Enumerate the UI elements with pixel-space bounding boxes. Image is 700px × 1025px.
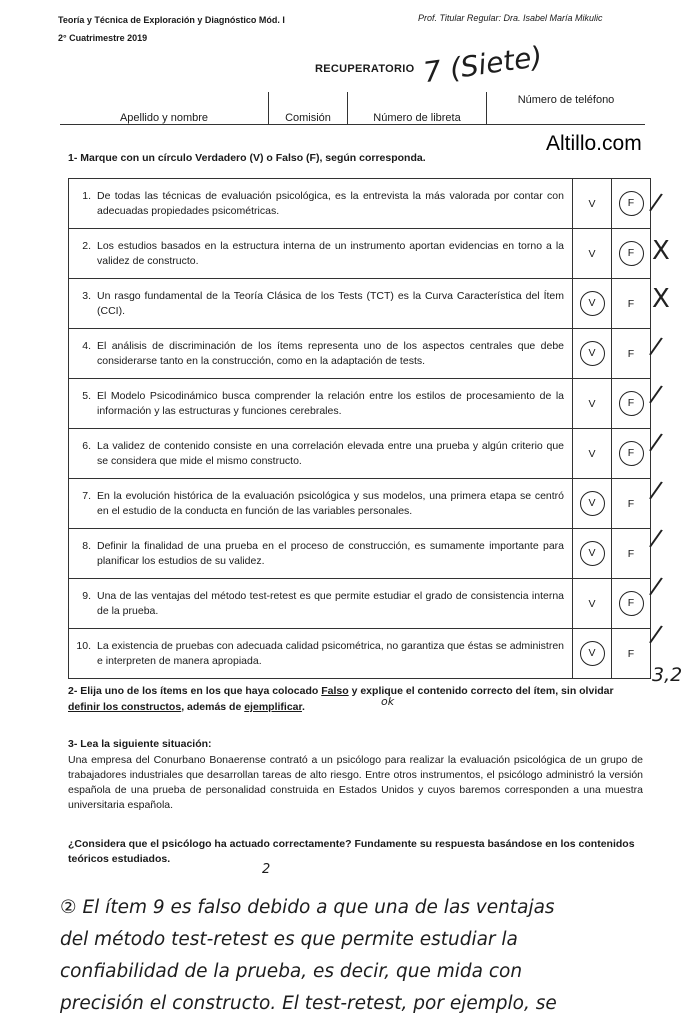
statement-number: 6. — [82, 439, 91, 452]
statement-number: 8. — [82, 539, 91, 552]
circled-false-answer: F — [619, 241, 644, 266]
q2-text-1: 2- Elija uno de los ítems en los que haya colocado — [68, 685, 322, 697]
course-title: Teoría y Técnica de Exploración y Diagnóstico Mód. I — [58, 15, 285, 25]
statement-row — [69, 279, 651, 329]
false-option-cell[interactable] — [612, 179, 651, 229]
incorrect-mark: X — [652, 236, 670, 266]
false-option-cell[interactable] — [612, 479, 651, 529]
statement-cell — [69, 629, 573, 679]
true-option-label: V — [588, 447, 596, 460]
phone-header: Número de teléfono — [487, 92, 646, 125]
true-option-cell[interactable] — [573, 329, 612, 379]
false-option-label: F — [627, 547, 635, 560]
statement-text: La validez de contenido consiste en una correlación elevada entre una prueba y algún criterio que se considera que mide el mismo constructo. — [97, 439, 564, 467]
statement-text: Una de las ventajas del método test-retest es que permite estudiar el grado de consistencia interna de la prueba. — [97, 589, 564, 617]
true-option-cell[interactable] — [573, 279, 612, 329]
exam-title: RECUPERATORIO — [315, 63, 415, 75]
question2-prompt — [68, 683, 648, 715]
false-option-cell[interactable] — [612, 529, 651, 579]
circled-false-answer: F — [619, 391, 644, 416]
correct-mark: / — [647, 331, 665, 361]
statement-text: El análisis de discriminación de los ítems representa uno de los aspectos centrales que debe considerarse tanto en la construcción, como en la adaptación de tests. — [97, 339, 564, 367]
q2-ejemplificar: ejemplificar — [244, 701, 302, 713]
correct-mark: / — [647, 379, 665, 409]
true-option-label: V — [588, 247, 596, 260]
question1-prompt: 1- Marque con un círculo Verdadero (V) o Falso (F), según corresponda. — [68, 152, 426, 164]
circled-false-answer: F — [619, 441, 644, 466]
true-option-cell[interactable] — [573, 379, 612, 429]
true-option-label: V — [588, 597, 596, 610]
statement-number: 1. — [82, 189, 91, 202]
false-option-cell[interactable] — [612, 229, 651, 279]
statement-number: 2. — [82, 239, 91, 252]
statement-cell — [69, 279, 573, 329]
q2-text-2: y explique el contenido correcto del ítem, sin olvidar — [348, 685, 614, 697]
false-option-cell[interactable] — [612, 629, 651, 679]
statement-cell — [69, 479, 573, 529]
false-option-label: F — [627, 347, 635, 360]
statement-row — [69, 229, 651, 279]
circled-true-answer: V — [580, 291, 605, 316]
circled-true-answer: V — [580, 541, 605, 566]
answer-line-3: confiabilidad de la prueba, es decir, que mida con — [60, 961, 523, 982]
true-option-cell[interactable] — [573, 179, 612, 229]
statement-row — [69, 579, 651, 629]
answer-line-4: precisión el constructo. El test-retest, por ejemplo, se — [60, 993, 557, 1014]
statement-text: La existencia de pruebas con adecuada calidad psicométrica, no garantiza que éstas se administren e interpreten de manera apropiada. — [97, 639, 564, 667]
correct-mark: / — [647, 523, 665, 553]
true-option-label: V — [588, 197, 596, 210]
statement-number: 5. — [82, 389, 91, 402]
false-option-cell[interactable] — [612, 429, 651, 479]
correct-mark: / — [647, 619, 665, 649]
statement-row — [69, 179, 651, 229]
watermark: Altillo.com — [546, 132, 642, 155]
true-option-cell[interactable] — [573, 429, 612, 479]
circled-false-answer: F — [619, 591, 644, 616]
q2-margin-note: ok — [381, 695, 395, 708]
statement-text: Definir la finalidad de una prueba en el proceso de construcción, es sumamente importante para planificar los estudios de su validez. — [97, 539, 564, 567]
true-option-cell[interactable] — [573, 479, 612, 529]
statement-cell — [69, 429, 573, 479]
statement-number: 4. — [82, 339, 91, 352]
statement-row — [69, 479, 651, 529]
statement-cell — [69, 529, 573, 579]
true-option-cell[interactable] — [573, 579, 612, 629]
name-header: Apellido y nombre — [60, 92, 269, 125]
answer-line-2: del método test-retest es que permite estudiar la — [60, 929, 518, 950]
statement-row — [69, 329, 651, 379]
statement-number: 3. — [82, 289, 91, 302]
true-option-cell[interactable] — [573, 529, 612, 579]
correct-mark: / — [647, 187, 665, 217]
statement-text: En la evolución histórica de la evaluación psicológica y sus modelos, una primera etapa se centró en el estudio de la conducta en función de las variables personales. — [97, 489, 564, 517]
statement-row — [69, 629, 651, 679]
false-option-cell[interactable] — [612, 379, 651, 429]
false-option-cell[interactable] — [612, 579, 651, 629]
circled-true-answer: V — [580, 641, 605, 666]
correct-mark: / — [647, 427, 665, 457]
statement-number: 9. — [82, 589, 91, 602]
statement-number: 7. — [82, 489, 91, 502]
statement-cell — [69, 329, 573, 379]
true-option-label: V — [588, 397, 596, 410]
circled-true-answer: V — [580, 491, 605, 516]
true-false-table — [68, 178, 651, 679]
q2-falso: Falso — [321, 685, 349, 697]
q2-text-4: . — [302, 701, 305, 713]
statement-text: Un rasgo fundamental de la Teoría Clásica de los Tests (TCT) es la Curva Característica del Ítem (CCI). — [97, 289, 564, 317]
q2-definir: definir los constructos — [68, 701, 182, 713]
term-label: 2° Cuatrimestre 2019 — [58, 33, 148, 43]
statement-text: Los estudios basados en la estructura interna de un instrumento aportan evidencias en torno a la validez de constructo. — [97, 239, 564, 267]
true-option-cell[interactable] — [573, 629, 612, 679]
id-number-header: Número de libreta — [348, 92, 487, 125]
statement-text: El Modelo Psicodinámico busca comprender la relación entre los estilos de procesamiento de la información y las estructuras y funciones cerebrales. — [97, 389, 564, 417]
question3-heading: 3- Lea la siguiente situación: — [68, 738, 212, 750]
correct-mark: / — [647, 571, 665, 601]
question1-score: 3,2 — [652, 664, 683, 686]
false-option-cell[interactable] — [612, 329, 651, 379]
handwritten-grade: 7 (Siete) — [421, 39, 545, 90]
statement-row — [69, 379, 651, 429]
student-id-table — [60, 92, 645, 125]
incorrect-mark: X — [652, 284, 670, 314]
circled-false-answer: F — [619, 191, 644, 216]
q2-text-3: , además de — [181, 701, 245, 713]
false-option-label: F — [627, 647, 635, 660]
professor-label: Prof. Titular Regular: Dra. Isabel María Mikulic — [418, 13, 603, 23]
circled-true-answer: V — [580, 341, 605, 366]
true-option-cell[interactable] — [573, 229, 612, 279]
statement-cell — [69, 229, 573, 279]
question3-body: Una empresa del Conurbano Bonaerense contrató a un psicólogo para realizar la evaluación psicológica de un grupo de trabajadores industriales que desarrollan tareas de alto riesgo. Entre otros instrumentos, el psicólogo administró la versión española de una prueba de personalidad construida en Estados Unidos y cuyos baremos corresponden a una muestra universitaria española. — [68, 754, 643, 811]
statement-cell — [69, 379, 573, 429]
question3-question: ¿Considera que el psicólogo ha actuado correctamente? Fundamente su respuesta basándose en los contenidos teóricos estudiados. — [68, 838, 635, 865]
correct-mark: / — [647, 475, 665, 505]
answer-line-1: ② El ítem 9 es falso debido a que una de las ventajas — [60, 897, 555, 918]
false-option-cell[interactable] — [612, 279, 651, 329]
statement-number: 10. — [76, 639, 91, 652]
q3-margin-note: 2 — [262, 862, 271, 877]
statement-text: De todas las técnicas de evaluación psicológica, es la entrevista la más valorada por contar con adecuadas propiedades psicométricas. — [97, 189, 564, 217]
statement-row — [69, 429, 651, 479]
false-option-label: F — [627, 297, 635, 310]
statement-cell — [69, 179, 573, 229]
false-option-label: F — [627, 497, 635, 510]
statement-row — [69, 529, 651, 579]
statement-cell — [69, 579, 573, 629]
commission-header: Comisión — [269, 92, 348, 125]
